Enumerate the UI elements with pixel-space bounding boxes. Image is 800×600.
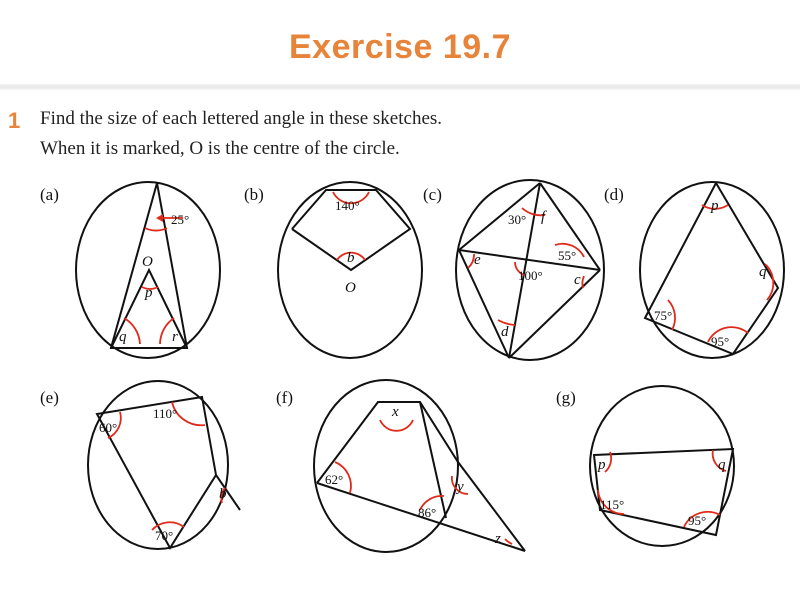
instruction-line-2: When it is marked, O is the centre of the circle. bbox=[40, 138, 400, 159]
figure-g-letter-q: q bbox=[718, 457, 726, 473]
figure-a bbox=[40, 182, 220, 358]
figure-g-angle-115: 115° bbox=[600, 497, 625, 512]
figure-f-path-upper bbox=[317, 402, 525, 551]
figure-b-letter-b: b bbox=[347, 250, 355, 266]
figure-f-arc-z bbox=[505, 539, 512, 544]
figure-f-letter-z: z bbox=[495, 531, 501, 547]
figure-b-angle-140: 140° bbox=[335, 198, 360, 213]
figure-a-letter-q: q bbox=[119, 329, 127, 345]
figure-c-letter-f: f bbox=[541, 209, 546, 225]
figure-f-circle bbox=[314, 380, 458, 552]
figure-c-letter-e: e bbox=[474, 252, 481, 268]
figure-g bbox=[556, 386, 734, 546]
figure-e-angle-60: 60° bbox=[99, 420, 118, 435]
figure-e-letter-b: b bbox=[219, 486, 227, 502]
figure-c-angle-30: 30° bbox=[508, 212, 527, 227]
figure-a-letter-p: p bbox=[145, 285, 153, 301]
figure-d-angle-95: 95° bbox=[711, 334, 730, 349]
figure-f-angle-62: 62° bbox=[325, 472, 344, 487]
figure-f-angle-86: 86° bbox=[418, 505, 437, 520]
figure-e bbox=[40, 381, 240, 549]
figure-d-letter-p: p bbox=[711, 198, 719, 214]
figure-g-label: (g) bbox=[556, 388, 576, 407]
figure-c-angle-100: 100° bbox=[518, 268, 543, 283]
figure-a-label: (a) bbox=[40, 185, 59, 204]
figure-f-letter-x: x bbox=[392, 404, 399, 420]
figure-c-label: (c) bbox=[423, 185, 442, 204]
figure-c-angle-55: 55° bbox=[558, 248, 577, 263]
figure-b bbox=[244, 182, 422, 358]
figure-g-circle bbox=[590, 386, 734, 546]
figure-a-letter-r: r bbox=[172, 329, 178, 345]
figure-f bbox=[276, 380, 525, 552]
figure-g-letter-p: p bbox=[598, 457, 606, 473]
figure-c-letter-d: d bbox=[501, 324, 509, 340]
figure-a-centre-o: O bbox=[142, 254, 153, 270]
figure-b-centre-o: O bbox=[345, 280, 356, 296]
figure-d-label: (d) bbox=[604, 185, 624, 204]
figure-c-letter-c: c bbox=[574, 272, 581, 288]
question-number: 1 bbox=[8, 108, 21, 133]
figure-d-letter-q: q bbox=[759, 264, 767, 280]
figure-a-arc-top bbox=[145, 228, 167, 231]
figure-e-angle-70: 70° bbox=[155, 528, 174, 543]
figure-g-angle-95: 95° bbox=[688, 513, 707, 528]
figure-e-angle-110: 110° bbox=[153, 406, 178, 421]
figure-f-label: (f) bbox=[276, 388, 293, 407]
figure-f-letter-y: y bbox=[457, 479, 464, 495]
figure-a-angle-25: 25° bbox=[171, 212, 190, 227]
figure-f-arc-x bbox=[380, 420, 413, 431]
figure-d-angle-75: 75° bbox=[654, 308, 673, 323]
figure-e-label: (e) bbox=[40, 388, 59, 407]
figure-a-arrowhead bbox=[156, 214, 163, 222]
figure-b-label: (b) bbox=[244, 185, 264, 204]
figure-f-chord bbox=[420, 402, 446, 518]
instruction-line-1: Find the size of each lettered angle in these sketches. bbox=[40, 108, 443, 129]
figure-c bbox=[423, 180, 604, 360]
exercise-title: Exercise 19.7 bbox=[288, 28, 512, 66]
figure-d bbox=[604, 182, 784, 358]
